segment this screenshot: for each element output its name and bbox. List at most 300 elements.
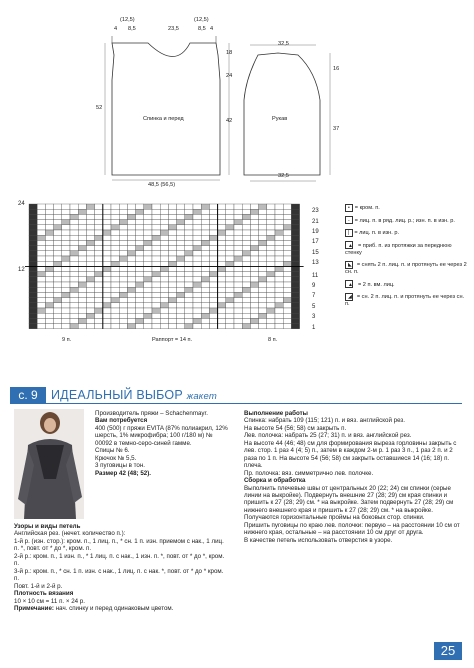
chart-bottom-label-repeat: Раппорт = 14 п. (152, 337, 193, 343)
chart-cell (78, 251, 86, 256)
chart-cell (54, 220, 62, 225)
chart-cell (160, 240, 168, 245)
chart-cell (127, 251, 135, 256)
chart-cell (136, 214, 144, 219)
chart-cell (127, 235, 135, 240)
pattern-header (10, 387, 462, 403)
chart-cell (218, 240, 226, 245)
chart-cell (259, 318, 267, 323)
chart-cell (119, 246, 127, 251)
stitches-heading: Узоры и виды петель (14, 523, 81, 530)
chart-cell (78, 272, 86, 277)
chart-cell (226, 282, 234, 287)
chart-cell (160, 235, 168, 240)
chart-cell (160, 287, 168, 292)
chart-cell (275, 277, 283, 282)
chart-cell (95, 298, 103, 303)
chart-cell (127, 318, 135, 323)
chart-cell (37, 214, 45, 219)
chart-cell (103, 246, 111, 251)
chart-row-label-right: 23 (312, 208, 319, 215)
chart-cell (185, 209, 193, 214)
chart-cell (259, 282, 267, 287)
chart-cell (62, 240, 70, 245)
chart-cell (185, 277, 193, 282)
chart-cell (201, 220, 209, 225)
chart-cell (29, 251, 37, 256)
chart-cell (95, 261, 103, 266)
chart-cell (95, 230, 103, 235)
chart-cell (275, 225, 283, 230)
chart-cell (267, 298, 275, 303)
chart-cell (152, 204, 160, 209)
chart-cell (29, 214, 37, 219)
chart-cell (29, 324, 37, 329)
chart-cell (283, 251, 291, 256)
chart-cell (37, 303, 45, 308)
body-dim-42: 42 (226, 118, 233, 124)
chart-cell (152, 220, 160, 225)
chart-cell (275, 308, 283, 313)
chart-cell (218, 282, 226, 287)
chart-cell (291, 225, 299, 230)
chart-cell (234, 287, 242, 292)
chart-cell (111, 209, 119, 214)
chart-cell (177, 214, 185, 219)
chart-cell (70, 308, 78, 313)
chart-cell (193, 204, 201, 209)
chart-cell (275, 230, 283, 235)
chart-cell (250, 287, 258, 292)
chart-cell (185, 240, 193, 245)
chart-cell (136, 251, 144, 256)
chart-cell (185, 308, 193, 313)
chart-cell (291, 235, 299, 240)
chart-cell (275, 318, 283, 323)
chart-cell (193, 324, 201, 329)
chart-cell (29, 318, 37, 323)
chart-cell (62, 204, 70, 209)
chart-cell (168, 308, 176, 313)
chart-cell (283, 287, 291, 292)
chart-cell (37, 266, 45, 271)
chart-cell (95, 246, 103, 251)
chart-cell (86, 251, 94, 256)
chart-cell (37, 298, 45, 303)
chart-cell (193, 266, 201, 271)
chart-cell (152, 287, 160, 292)
chart-cell (291, 282, 299, 287)
chart-cell (201, 235, 209, 240)
chart-legend (345, 204, 469, 312)
chart-cell (234, 298, 242, 303)
chart-cell (234, 277, 242, 282)
chart-cell (242, 235, 250, 240)
chart-cell (37, 251, 45, 256)
chart-cell (267, 324, 275, 329)
chart-cell (250, 266, 258, 271)
chart-cell (177, 266, 185, 271)
chart-cell (267, 282, 275, 287)
legend-text: = сн. 2 п. лиц. п. и протянуть ее через сн. п. (345, 294, 465, 308)
chart-cell (160, 277, 168, 282)
chart-cell (95, 318, 103, 323)
chart-cell (193, 251, 201, 256)
chart-cell (103, 324, 111, 329)
chart-cell (111, 220, 119, 225)
chart-cell (267, 303, 275, 308)
knitting-chart (25, 200, 315, 330)
chart-cell (218, 292, 226, 297)
chart-cell (160, 204, 168, 209)
sleeve-dim-16: 16 (333, 66, 340, 72)
chart-cell (86, 209, 94, 214)
chart-cell (62, 261, 70, 266)
chart-cell (136, 292, 144, 297)
chart-cell (70, 240, 78, 245)
chart-cell (209, 324, 217, 329)
chart-cell (267, 256, 275, 261)
body-top-dim-b: 8,5 (128, 26, 136, 32)
chart-cell (136, 303, 144, 308)
chart-cell (168, 240, 176, 245)
chart-cell (78, 277, 86, 282)
chart-cell (37, 209, 45, 214)
chart-cell (267, 214, 275, 219)
chart-cell (78, 303, 86, 308)
chart-cell (144, 313, 152, 318)
chart-cell (144, 303, 152, 308)
chart-cell (218, 308, 226, 313)
chart-cell (234, 251, 242, 256)
chart-cell (54, 292, 62, 297)
rib-row1: 1-й р. (изн. стор.): кром. п., 1 лиц. п., * сн. 1 п. изн. приемом с нак., 1 лиц. п. *, повт. от * до *, кром. п. (14, 537, 224, 553)
chart-cell (152, 298, 160, 303)
assembly-buttons: Пришить пуговицы по краю лев. полочки: первую – на расстоянии 10 см от нижнего края, остальные – на расстоянии 10 см друг от друга. (244, 521, 460, 537)
chart-cell (152, 209, 160, 214)
chart-cell (95, 287, 103, 292)
chart-cell (250, 220, 258, 225)
chart-cell (201, 308, 209, 313)
chart-cell (144, 261, 152, 266)
chart-cell (209, 318, 217, 323)
chart-cell (127, 308, 135, 313)
chart-cell (95, 251, 103, 256)
chart-cell (234, 240, 242, 245)
chart-cell (103, 287, 111, 292)
legend-symbol: - (348, 217, 350, 224)
chart-cell (291, 266, 299, 271)
chart-cell (283, 318, 291, 323)
chart-cell (259, 225, 267, 230)
chart-cell (209, 235, 217, 240)
chart-cell (259, 292, 267, 297)
chart-row-label-right: 19 (312, 229, 319, 235)
chart-cell (218, 214, 226, 219)
back: Спинка: набрать 109 (115; 121) п. и вяз. английской рез. (244, 417, 405, 425)
chart-cell (86, 318, 94, 323)
chart-cell (283, 282, 291, 287)
chart-cell (136, 261, 144, 266)
chart-cell (283, 272, 291, 277)
chart-cell (177, 287, 185, 292)
chart-cell (119, 308, 127, 313)
chart-cell (70, 266, 78, 271)
chart-cell (185, 235, 193, 240)
garment-schematic (0, 0, 474, 200)
chart-cell (136, 277, 144, 282)
chart-cell (45, 225, 53, 230)
chart-cell (259, 214, 267, 219)
gauge: 10 × 10 см = 11 п. × 24 р. (14, 597, 85, 605)
chart-cell (234, 303, 242, 308)
chart-row-label-right: 17 (312, 239, 319, 246)
chart-cell (283, 204, 291, 209)
chart-row-label-right: 5 (312, 303, 316, 310)
chart-cell (136, 313, 144, 318)
chart-cell (152, 246, 160, 251)
chart-cell (193, 256, 201, 261)
chart-cell (275, 303, 283, 308)
chart-cell (54, 287, 62, 292)
chart-cell (267, 287, 275, 292)
chart-cell (275, 204, 283, 209)
legend-symbol: ▲ (348, 281, 353, 288)
chart-cell (54, 235, 62, 240)
chart-cell (54, 251, 62, 256)
chart-cell (226, 220, 234, 225)
chart-cell (209, 313, 217, 318)
chart-cell (95, 214, 103, 219)
chart-cell (119, 220, 127, 225)
chart-cell (209, 308, 217, 313)
chart-cell (291, 298, 299, 303)
chart-cell (152, 277, 160, 282)
chart-cell (37, 287, 45, 292)
chart-cell (144, 318, 152, 323)
legend-symbol: ◣ (348, 262, 352, 269)
chart-cell (168, 214, 176, 219)
chart-cell (291, 313, 299, 318)
chart-cell (267, 318, 275, 323)
chart-cell (209, 261, 217, 266)
chart-cell (283, 277, 291, 282)
legend-item (345, 216, 469, 224)
chart-cell (70, 214, 78, 219)
stitches-column (14, 523, 230, 612)
chart-cell (259, 261, 267, 266)
chart-cell (127, 204, 135, 209)
chart-cell (62, 214, 70, 219)
chart-cell (275, 209, 283, 214)
chart-cell (45, 204, 53, 209)
chart-cell (250, 225, 258, 230)
chart-cell (177, 261, 185, 266)
chart-cell (62, 272, 70, 277)
chart-cell (218, 324, 226, 329)
chart-cell (177, 225, 185, 230)
chart-cell (242, 230, 250, 235)
chart-cell (250, 303, 258, 308)
chart-cell (177, 251, 185, 256)
chart-cell (37, 277, 45, 282)
chart-cell (283, 298, 291, 303)
chart-cell (136, 282, 144, 287)
chart-cell (226, 272, 234, 277)
chart-cell (136, 240, 144, 245)
chart-cell (201, 246, 209, 251)
chart-cell (201, 214, 209, 219)
chart-cell (291, 272, 299, 277)
chart-cell (283, 303, 291, 308)
pattern-title-main: ИДЕАЛЬНЫЙ ВЫБОР (51, 388, 183, 402)
chart-cell (54, 204, 62, 209)
chart-cell (209, 209, 217, 214)
chart-cell (62, 287, 70, 292)
chart-cell (144, 246, 152, 251)
chart-cell (70, 292, 78, 297)
chart-cell (218, 256, 226, 261)
chart-cell (185, 230, 193, 235)
hook: Крючок № 5,5. (95, 454, 137, 462)
chart-cell (209, 292, 217, 297)
chart-cell (119, 313, 127, 318)
chart-cell (267, 240, 275, 245)
chart-cell (250, 272, 258, 277)
chart-cell (168, 313, 176, 318)
chart-cell (259, 209, 267, 214)
chart-cell (168, 256, 176, 261)
chart-cell (119, 209, 127, 214)
chart-cell (144, 266, 152, 271)
chart-cell (29, 272, 37, 277)
chart-cell (152, 272, 160, 277)
chart-cell (267, 235, 275, 240)
chart-cell (119, 272, 127, 277)
chart-cell (177, 303, 185, 308)
chart-cell (136, 209, 144, 214)
chart-cell (62, 308, 70, 313)
chart-cell (119, 266, 127, 271)
chart-cell (119, 287, 127, 292)
chart-cell (209, 230, 217, 235)
assembly-holes: В качестве петель использовать отверстия в узоре. (244, 536, 393, 544)
chart-cell (250, 256, 258, 261)
chart-cell (45, 209, 53, 214)
chart-cell (234, 282, 242, 287)
chart-cell (111, 282, 119, 287)
chart-cell (78, 230, 86, 235)
chart-cell (250, 282, 258, 287)
chart-cell (185, 246, 193, 251)
chart-cell (45, 214, 53, 219)
chart-cell (119, 240, 127, 245)
chart-cell (259, 272, 267, 277)
chart-cell (250, 298, 258, 303)
chart-cell (78, 287, 86, 292)
chart-cell (242, 251, 250, 256)
chart-cell (95, 282, 103, 287)
chart-cell (193, 318, 201, 323)
chart-cell (209, 240, 217, 245)
chart-cell (275, 251, 283, 256)
chart-cell (29, 220, 37, 225)
rib-row2: 2-й р.: кром. п., 1 изн. п., * 1 лиц. п. с нак., 1 изн. п. *, повт. от * до *, кром. п. (14, 552, 225, 568)
chart-cell (193, 230, 201, 235)
chart-cell (259, 204, 267, 209)
chart-cell (218, 209, 226, 214)
chart-cell (70, 303, 78, 308)
chart-row-label-right: 1 (312, 324, 316, 331)
sleeve-top-dim: 32,5 (278, 41, 289, 47)
chart-cell (37, 318, 45, 323)
chart-cell (193, 240, 201, 245)
chart-cell (37, 292, 45, 297)
chart-cell (250, 313, 258, 318)
chart-cell (209, 220, 217, 225)
chart-cell (234, 209, 242, 214)
chart-cell (267, 246, 275, 251)
chart-cell (160, 209, 168, 214)
chart-cell (78, 313, 86, 318)
chart-cell (95, 204, 103, 209)
chart-cell (177, 308, 185, 313)
chart-cell (185, 324, 193, 329)
chart-cell (29, 261, 37, 266)
buttons: 3 пуговицы в тон. (95, 462, 145, 470)
chart-cell (242, 308, 250, 313)
chart-cell (119, 277, 127, 282)
chart-cell (234, 308, 242, 313)
chart-cell (103, 204, 111, 209)
chart-cell (78, 240, 86, 245)
chart-cell (111, 318, 119, 323)
chart-cell (70, 256, 78, 261)
chart-cell (70, 272, 78, 277)
chart-cell (275, 246, 283, 251)
legend-item (345, 280, 469, 288)
yarn-description: 400 (500) г пряжи EVITA (87% полиакрил, 12% шерсть, 1% микрофибра; 100 г/180 м) № 00092 в темно-серо-синей гамме. (95, 424, 228, 447)
legend-symbol-icon (345, 229, 353, 237)
chart-cell (283, 308, 291, 313)
body-width-dim: 48,5 (56,5) (148, 182, 176, 188)
chart-cell (127, 292, 135, 297)
chart-cell (291, 318, 299, 323)
legend-item (345, 241, 469, 256)
chart-cell (218, 204, 226, 209)
chart-cell (259, 303, 267, 308)
chart-cell (218, 261, 226, 266)
chart-cell (144, 235, 152, 240)
chart-cell (70, 287, 78, 292)
chart-cell (136, 204, 144, 209)
chart-cell (86, 220, 94, 225)
chart-cell (78, 220, 86, 225)
chart-cell (29, 246, 37, 251)
chart-cell (267, 292, 275, 297)
chart-cell (185, 303, 193, 308)
chart-cell (45, 261, 53, 266)
chart-cell (103, 230, 111, 235)
page-badge: с. 9 (10, 387, 46, 403)
chart-cell (103, 209, 111, 214)
chart-cell (242, 298, 250, 303)
chart-cell (78, 266, 86, 271)
chart-cell (267, 313, 275, 318)
instructions-column (244, 410, 462, 544)
body-dim-52: 52 (96, 105, 103, 111)
chart-cell (201, 287, 209, 292)
